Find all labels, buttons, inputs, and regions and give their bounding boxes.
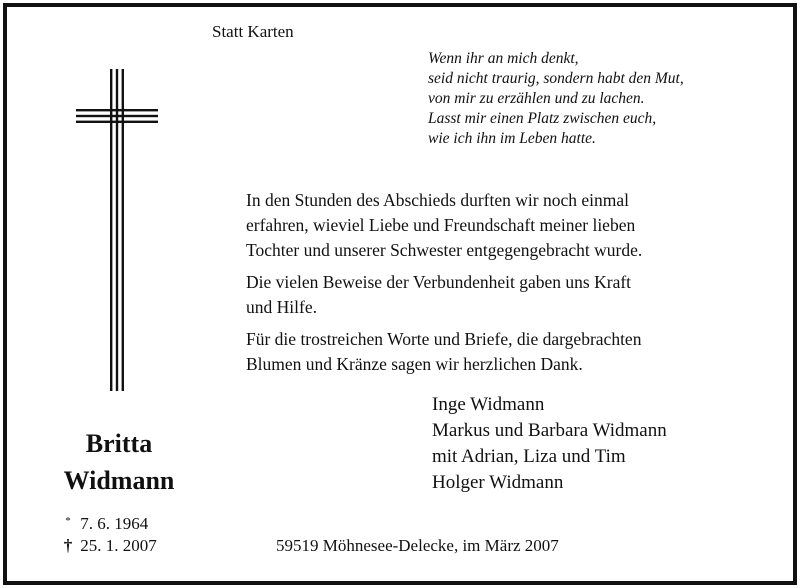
poem-line: wie ich ihn im Leben hatte. xyxy=(428,130,596,147)
deceased-name xyxy=(44,425,194,499)
poem xyxy=(428,49,684,149)
family-line: Markus und Barbara Widmann xyxy=(432,420,667,441)
last-name: Widmann xyxy=(63,466,175,495)
first-name: Britta xyxy=(85,429,153,458)
text-line: In den Stunden des Abschieds durften wir noch einmal xyxy=(246,190,629,210)
family-line: Holger Widmann xyxy=(432,472,564,493)
family-line: Inge Widmann xyxy=(432,394,545,415)
cross-icon xyxy=(76,69,158,391)
text-line: und Hilfe. xyxy=(246,297,317,317)
place-date: 59519 Möhnesee-Delecke, im März 2007 xyxy=(276,536,559,555)
text-line: Blumen und Kränze sagen wir herzlichen Dank. xyxy=(246,354,583,374)
text-line: Tochter und unserer Schwester entgegengebracht wurde. xyxy=(246,240,643,260)
header-statt-karten: Statt Karten xyxy=(212,22,294,41)
poem-line: Wenn ihr an mich denkt, xyxy=(428,50,579,67)
poem-line: Lasst mir einen Platz zwischen euch, xyxy=(428,110,657,127)
birth-star-icon: * xyxy=(65,515,71,527)
poem-line: von mir zu erzählen und zu lachen. xyxy=(428,90,645,107)
birth-date: 7. 6. 1964 xyxy=(80,514,149,533)
thanks-text xyxy=(246,181,642,384)
text-line: Die vielen Beweise der Verbundenheit gaben uns Kraft xyxy=(246,272,632,292)
family-line: mit Adrian, Liza und Tim xyxy=(432,446,626,467)
text-line: erfahren, wieviel Liebe und Freundschaft meiner lieben xyxy=(246,215,636,235)
death-date: 25. 1. 2007 xyxy=(80,536,157,555)
poem-line: seid nicht traurig, sondern habt den Mut, xyxy=(428,70,684,87)
life-dates xyxy=(60,510,157,557)
family-signatures xyxy=(432,392,667,496)
death-dagger-icon: † xyxy=(63,536,73,555)
birth-row xyxy=(60,510,157,535)
text-line: Für die trostreichen Worte und Briefe, die dargebrachten xyxy=(246,329,642,349)
death-row xyxy=(60,535,157,557)
